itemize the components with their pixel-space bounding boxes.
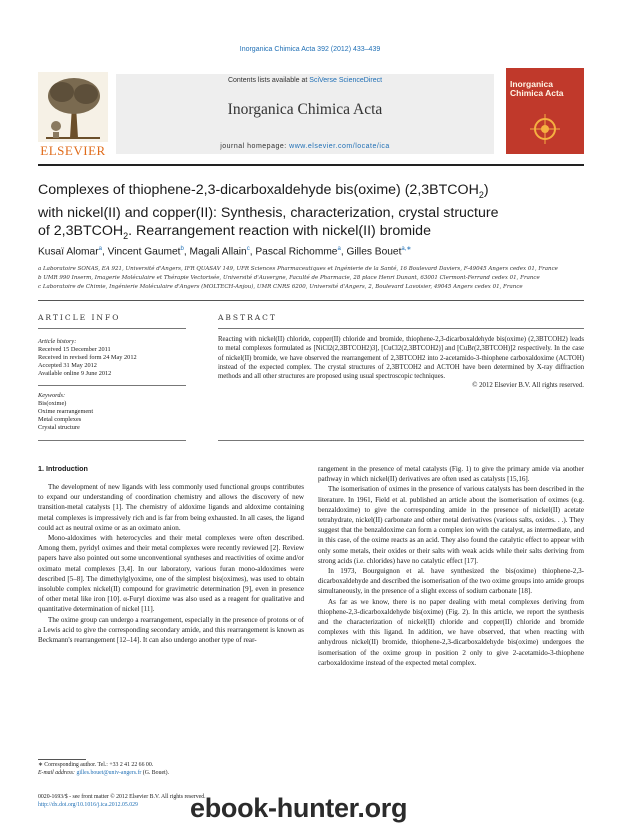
elsevier-tree-icon <box>38 72 108 142</box>
watermark: ebook-hunter.org <box>190 793 408 823</box>
article-title: Complexes of thiophene-2,3-dicarboxaldehyde bis(oxime) $(2,3BTCOH_2)$ with nickel(II) and copper(II): Synthesis, characterization, crystal structure of $2,3BTCOH_2$. Rearrangement reaction with nickel(II) bromide <box>38 182 499 241</box>
journal-masthead <box>38 64 584 159</box>
author[interactable]: Gilles Bouet <box>346 246 402 258</box>
cover-title-line1: Inorganica <box>510 79 553 89</box>
abstract-end-rule <box>218 440 584 441</box>
history-label: Article history: <box>38 338 77 345</box>
body-paragraph: Mono-aldoximes with heterocycles and their metal complexes were often described. Among them, pyridyl oximes and their metal complexes were recently reviewed [2]. Review papers have also pointed out some unconventional syntheses and reactivities of oxime and/or oximato metal complexes [3,4]. In our laboratory, various furan mono-aldoximes were described [5–8]. The dimethylglyoxime, one of the simplest bis(oximes), was used to obtain insoluble complex nickel(II) compound for gravimetric determination [9], even in presence of other metal like iron [10]. α-Furyl dioxime was also used as a reagent for qualitative and quantitative determination of nickel [11]. <box>38 534 304 614</box>
section-rule <box>38 300 584 301</box>
abstract-rule <box>218 328 584 329</box>
journal-homepage: journal homepage: www.elsevier.com/locate/ica <box>220 143 390 150</box>
author[interactable]: Kusaï Alomar <box>38 246 99 258</box>
journal-reference[interactable]: Inorganica Chimica Acta 392 (2012) 433–439 <box>239 46 381 53</box>
homepage-link[interactable]: www.elsevier.com/locate/ica <box>289 143 390 150</box>
history-line: Received in revised form 24 May 2012 <box>38 354 137 361</box>
keywords-label: Keywords: <box>38 392 66 399</box>
journal-header-band <box>116 74 494 154</box>
journal-title: Inorganica Chimica Acta <box>227 101 383 118</box>
body-paragraph: The oxime group can undergo a rearrangement, especially in the presence of protons or of a Lewis acid to give the corresponding secondary amide, and this rearrangement is known as Beckmann's rearrangement [12–14]. It can also undergo another type of rear- <box>38 615 304 645</box>
history-line: Received 15 December 2011 <box>38 346 111 353</box>
footnote: ∗ Corresponding author. Tel.: +33 2 41 22 66 00. E-mail address: gilles.bouet@univ-angers.fr (G. Bouet). <box>38 762 304 777</box>
elsevier-wordmark: ELSEVIER <box>40 143 106 158</box>
sciencedirect-link[interactable]: SciVerse ScienceDirect <box>309 77 383 84</box>
body-column-left <box>38 482 304 645</box>
affiliation: a Laboratoire SONAS, EA 921, Université d'Angers, IFR QUASAV 149, UFR Sciences Pharmaceutiques et Ingénierie de la Santé, 16 Boulevard Daviers, F-49045 Angers cedex 01, France <box>38 266 558 272</box>
author-affil-mark[interactable]: a,∗ <box>401 246 412 252</box>
body-paragraph: In 1973, Bourguignon et al. have synthesized the bis(oxime) thiophene-2,3-dicarboxaldehyde and described the isomerisation of the two oxime groups into amide groups simultaneously, in the presence of a slight excess of sodium carbonate [18]. <box>318 567 584 596</box>
author[interactable]: Pascal Richomme <box>255 246 338 258</box>
section-heading-introduction: 1. Introduction <box>38 464 88 473</box>
author-affil-mark[interactable]: c <box>246 246 250 252</box>
author[interactable]: Vincent Gaumet <box>107 246 181 258</box>
body-paragraph: The isomerisation of oximes in the presence of various catalysts has been described in the literature. In 1961, Field et al. published an article about the isomerisation of oximes (e.g. benzaldoxime) to give the corresponding amide in the presence of nickel(II) acetate tetrahydrate, nickel(II) carbonate and other metal derivatives (various salts, oxides. . .). They suggest that the benzaldoxime can form a complex ion with the catalyst, as intermediate, and in this case, of the oxime reacts as an acid. They also found the catalytic effect to appear with only some metals, their oxides or their salts with weak acids while their salts deriving from strong acids (i.e. chlorides) have no catalytic effect [17]. <box>318 485 584 565</box>
affiliation: c Laboratoire de Chimie, Ingénierie Moléculaire d'Angers (MOLTECH-Anjou), UMR CNRS 6200, Université d'Angers, 2, Boulevard Lavoisier, 49045 Angers cedex 01, France <box>38 284 523 290</box>
email-link[interactable]: gilles.bouet@univ-angers.fr <box>76 769 142 776</box>
article-info-block <box>38 338 186 432</box>
body-paragraph: rangement in the presence of metal catalysts (Fig. 1) to give the primary amide via another pathway in which nickel(II) derivatives are often used as catalysts [15,16]. <box>318 465 584 484</box>
body-paragraph: The development of new ligands with less commonly used functional groups contributes to expand our understanding of coordination chemistry and allows the discovery of new transition-metal catalysts [1]. The chemistry of aldoxime ligands and aldoxime containing metal complexes is impressively rich and is far from being exhausted. In all cases, the ligand could act as neutral oxime or as an oximato anion. <box>38 483 304 532</box>
cover-title-line2: Chimica Acta <box>510 88 564 98</box>
article-info-end-rule <box>38 440 186 441</box>
footnote-rule <box>38 759 86 760</box>
corresponding-author-note: ∗ Corresponding author. Tel.: +33 2 41 22 66 00. <box>38 762 154 768</box>
author-list: Kusaï Alomar$^a$, Vincent Gaumet$^b$, Magali Allain$^c$, Pascal Richomme$^a$, Gilles Bouet$^{a,∗}$ <box>38 246 412 258</box>
doi-link[interactable]: http://dx.doi.org/10.1016/j.ica.2012.05.029 <box>38 801 138 808</box>
keyword: Metal complexes <box>38 416 82 423</box>
keyword: Crystal structure <box>38 424 80 431</box>
keyword: Bis(oxime) <box>38 400 67 407</box>
cover-molecule-icon <box>526 112 564 146</box>
abstract-body <box>218 335 584 391</box>
abstract-heading: ABSTRACT <box>218 313 277 322</box>
journal-cover-thumbnail <box>506 68 584 154</box>
article-info-heading: ARTICLE INFO <box>38 313 121 322</box>
history-line: Available online 9 June 2012 <box>38 370 112 377</box>
keywords-rule <box>38 385 186 386</box>
body-column-right <box>318 464 584 668</box>
contents-line: Contents lists available at SciVerse ScienceDirect <box>227 77 383 84</box>
body-paragraph: As far as we know, there is no paper dealing with metal complexes deriving from thiophene-2,3-dicarboxaldehyde bis(oxime) (Fig. 2). In this article, we report the synthesis and the characterization of nickel(II) chloride and copper(II) chloride and bromide complexes with this ligand. In addition, we have observed, that when reacting with anhydrous nickel(II) bromide, thiophene-2,3-dicarboxaldehyde bis(oxime) undergoes the isomerisation of the oxime group in position 2 only to give 2-acetamido-3-thiophene carboxaldoxime instead of the expected metal complex. <box>318 597 584 667</box>
author-affil-mark[interactable]: b <box>180 246 184 252</box>
history-line: Accepted 31 May 2012 <box>38 362 97 369</box>
abstract-text: Reacting with nickel(II) chloride, copper(II) chloride and bromide, thiophene-2,3-dicarboxaldehyde bis(oxime) (2,3BTCOH2) leads to metal complexes formulated as [NiCl2(2,3BTCOH2)3], [CuCl2(2,3BTCOH2)] and [CuBr(2,3BTCOH)]2 respectively. In the case of nickel(II) bromide, we have observed the rearrangement of 2,3BTCOH2 into 2-acetamido-3-thiophene carboxaldoxime (ACTOH) instead of the expected complex. The crystal structures of 2,3BTCOH2 and ACTOH have been determined by X-ray diffraction methods and all other structures are proposed using usual spectroscopic techniques. <box>218 336 584 381</box>
issn-line: 0020-1693/$ - see front matter © 2012 Elsevier B.V. All rights reserved. <box>38 794 206 800</box>
author[interactable]: Magali Allain <box>189 246 247 258</box>
author-affil-mark[interactable]: a <box>98 246 102 252</box>
abstract-copyright: © 2012 Elsevier B.V. All rights reserved. <box>472 382 584 390</box>
keyword: Oxime rearrangement <box>38 408 94 415</box>
elsevier-tree-logo <box>38 72 108 156</box>
article-info-rule <box>38 328 186 329</box>
masthead-rule <box>38 164 584 166</box>
affiliation: b UMR 990 Inserm, Imagerie Moléculaire et Thérapie Vectorisée, Université d'Auvergne, Faculté de Pharmacie, 28 place Henri Dunant, 63001 Clermont-Ferrand cedex 01, France <box>38 275 540 281</box>
author-affil-mark[interactable]: a <box>337 246 341 252</box>
